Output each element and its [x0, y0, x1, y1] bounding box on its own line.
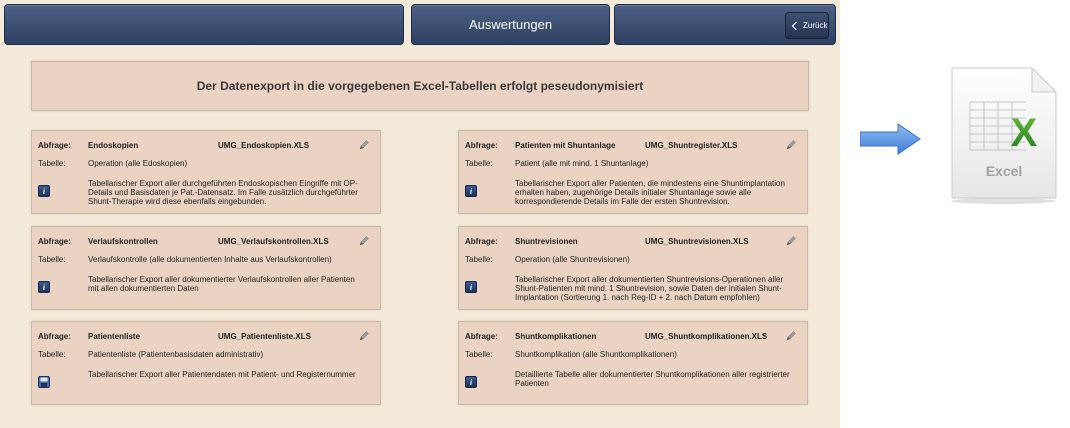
query-name: Verlaufskontrollen: [88, 237, 158, 246]
export-card-shuntrevisionen[interactable]: [458, 226, 808, 310]
excel-logo-letter: X: [1010, 111, 1038, 155]
export-card-verlaufskontrollen[interactable]: [31, 226, 381, 310]
page-title: Auswertungen: [468, 17, 553, 32]
abfrage-label: Abfrage:: [38, 332, 71, 341]
pencil-icon[interactable]: [785, 139, 797, 151]
description: Tabellarischer Export aller dokumentierten Shuntrevisions-Operationen aller Shunt-Patienten mit mind. 1 Shuntrevision, sowie Daten der initialen Shunt-Implantation (Sortierung 1. nach Reg-ID + 2. nach Datum empfohlen): [515, 275, 784, 302]
top-bar: [0, 0, 840, 49]
export-card-patientenliste[interactable]: [31, 321, 381, 405]
excel-label: Excel: [985, 163, 1023, 179]
table-value: Patientenliste (Patientenbasisdaten administrativ): [88, 350, 264, 359]
pencil-icon[interactable]: [358, 330, 370, 342]
info-icon[interactable]: i: [465, 185, 477, 197]
abfrage-label: Abfrage:: [465, 141, 498, 150]
abfrage-label: Abfrage:: [38, 237, 71, 246]
export-card-shuntkomplikationen[interactable]: [458, 321, 808, 405]
pencil-icon[interactable]: [785, 235, 797, 247]
pencil-icon[interactable]: [358, 235, 370, 247]
export-card-shuntregister[interactable]: [458, 130, 808, 214]
table-value: Operation (alle Edoskopien): [88, 159, 188, 168]
abfrage-label: Abfrage:: [38, 141, 71, 150]
file-name: UMG_Verlaufskontrollen.XLS: [218, 237, 329, 246]
file-name: UMG_Shuntkomplikationen.XLS: [645, 332, 768, 341]
query-name: Endoskopien: [88, 141, 139, 150]
description: Tabellarischer Export aller durchgeführten Endoskopischen Eingriffe mit OP- Details und Basisdaten je Pat.-Datensatz. Im Falle zusätzlich durchgeführter Shunt-Therapie wird diese ebenfalls eingebunden.: [88, 179, 358, 206]
info-icon[interactable]: i: [465, 281, 477, 293]
pencil-icon[interactable]: [785, 330, 797, 342]
file-name: UMG_Patientenliste.XLS: [218, 332, 311, 341]
table-value: Shuntkomplikation (alle Shuntkomplikationen): [515, 350, 677, 359]
query-name: Shuntrevisionen: [515, 237, 578, 246]
tabelle-label: Tabelle:: [38, 255, 66, 264]
header-left-panel: [4, 4, 404, 45]
save-icon[interactable]: [38, 376, 50, 388]
table-value: Patient (alle mit mind. 1 Shuntanlage): [515, 159, 649, 168]
abfrage-label: Abfrage:: [465, 237, 498, 246]
arrow-right-icon: [860, 122, 922, 156]
file-name: UMG_Shuntrevisionen.XLS: [645, 237, 749, 246]
tabelle-label: Tabelle:: [38, 159, 66, 168]
chevron-left-icon: [792, 21, 800, 29]
tabelle-label: Tabelle:: [38, 350, 66, 359]
header-title-panel: [411, 4, 610, 45]
description: Tabellarischer Export aller Patientendaten mit Patient- und Registernummer: [88, 370, 356, 379]
back-button[interactable]: [785, 12, 829, 39]
description: Tabellarischer Export aller dokumentierter Verlaufskontrollen aller Patienten mit allen dokumentierten Daten: [88, 275, 355, 293]
table-value: Operation (alle Shuntrevisionen): [515, 255, 630, 264]
tabelle-label: Tabelle:: [465, 159, 493, 168]
header-right-panel: [614, 4, 836, 45]
pencil-icon[interactable]: [358, 139, 370, 151]
query-name: Shuntkomplikationen: [515, 332, 597, 341]
excel-file-icon: [944, 64, 1062, 204]
export-card-endoskopien[interactable]: [31, 130, 381, 214]
table-value: Verlaufskontrolle (alle dokumentierten Inhalte aus Verlaufskontrollen): [88, 255, 332, 264]
abfrage-label: Abfrage:: [465, 332, 498, 341]
description: Tabellarischer Export aller Patienten, die mindestens eine Shuntimplantation erhalten haben, zugehörige Details initialer Shuntanlage sowie alle korrespondierende Details im Falle der ersten Shuntrevision.: [515, 179, 785, 206]
query-name: Patientenliste: [88, 332, 141, 341]
back-button-label: Zurück: [803, 21, 828, 30]
description: Detaillierte Tabelle aller dokumentierter Shuntkomplikationen aller registrierter Patienten: [515, 370, 790, 388]
tabelle-label: Tabelle:: [465, 350, 493, 359]
info-icon[interactable]: i: [38, 281, 50, 293]
file-name: UMG_Shuntregister.XLS: [645, 141, 738, 150]
info-icon[interactable]: i: [465, 376, 477, 388]
export-notice-banner: Der Datenexport in die vorgegebenen Excel-Tabellen erfolgt peseudonymisiert: [31, 61, 809, 111]
info-icon[interactable]: i: [38, 185, 50, 197]
tabelle-label: Tabelle:: [465, 255, 493, 264]
query-name: Patienten mit Shuntanlage: [515, 141, 616, 150]
file-name: UMG_Endoskopien.XLS: [218, 141, 310, 150]
